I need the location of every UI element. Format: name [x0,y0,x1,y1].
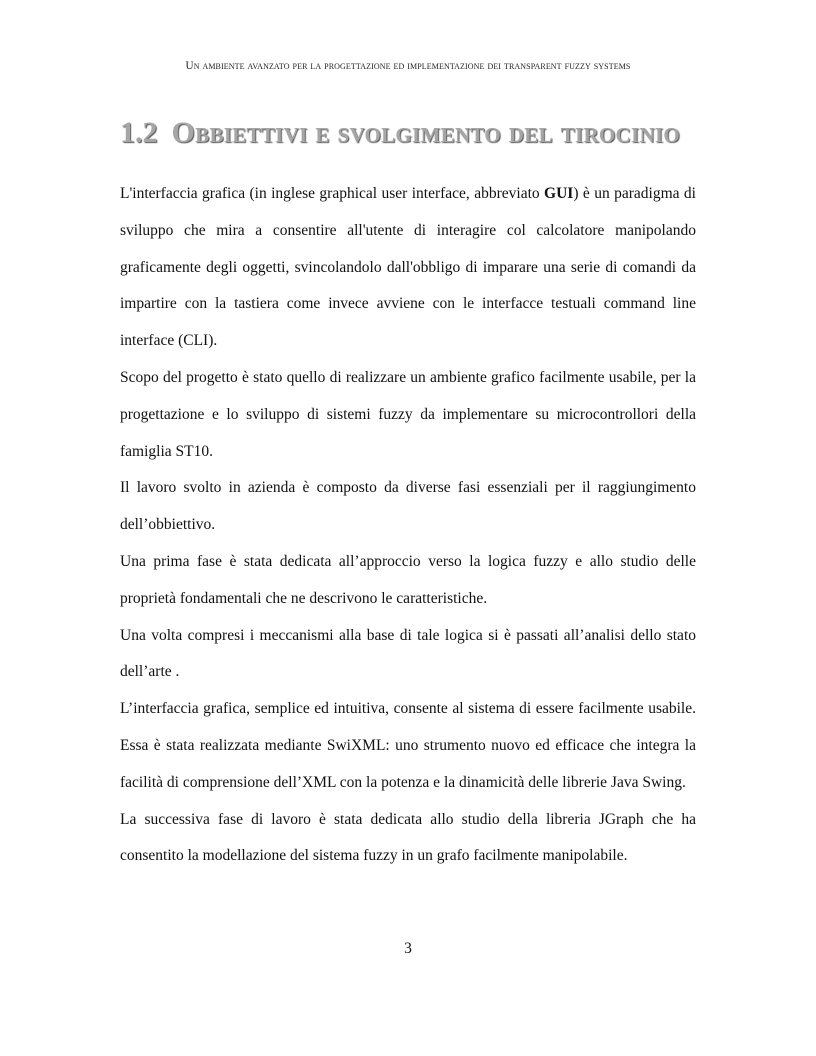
section-title: Obbiettivi e svolgimento del tirocinio [171,116,681,149]
section-heading [120,116,680,150]
page-number: 3 [404,940,412,957]
running-header: Un ambiente avanzato per la progettazione ed implementazione dei transparent fuzzy systems [185,60,631,72]
paragraph-gui-start: L'interfaccia grafica (in inglese graphical user interface, abbreviato [120,185,545,202]
paragraph-gui [120,176,696,360]
paragraph-state-of-art: Una volta compresi i meccanismi alla base di tale logica si è passati all’analisi dello stato dell’arte . [120,626,696,681]
paragraph-gui-end: ) è un paradigma di sviluppo che mira a consentire all'utente di interagire col calcolatore manipolando graficamente degli oggetti, svincolandolo dall'obbligo di imparare una serie di comandi da impartire con la tastiera come invece avviene con le interfacce testuali command line interface (CLI). [120,185,696,350]
body-text [120,176,696,875]
paragraph-swixml: L’interfaccia grafica, semplice ed intuitiva, consente al sistema di essere facilmente usabile. Essa è stata realizzata mediante SwiXML: uno strumento nuovo ed efficace che integra la facilità di comprensione dell’XML con la potenza e la dinamicità delle librerie Java Swing. [120,700,696,791]
section-number: 1.2 [120,116,158,149]
paragraph-jgraph: La successiva fase di lavoro è stata dedicata allo studio della libreria JGraph che ha consentito la modellazione del sistema fuzzy in un grafo facilmente manipolabile. [120,810,696,865]
paragraph-scope: Scopo del progetto è stato quello di realizzare un ambiente grafico facilmente usabile, per la progettazione e lo sviluppo di sistemi fuzzy da implementare su microcontrollori della famiglia ST10. [120,368,696,460]
gui-abbreviation: GUI [544,185,574,202]
paragraph-phases: Il lavoro svolto in azienda è composto da diverse fasi essenziali per il raggiungimento dell’obbiettivo. [120,479,696,534]
paragraph-fuzzy-logic: Una prima fase è stata dedicata all’approccio verso la logica fuzzy e allo studio delle proprietà fondamentali che ne descrivono le caratteristiche. [120,552,696,607]
